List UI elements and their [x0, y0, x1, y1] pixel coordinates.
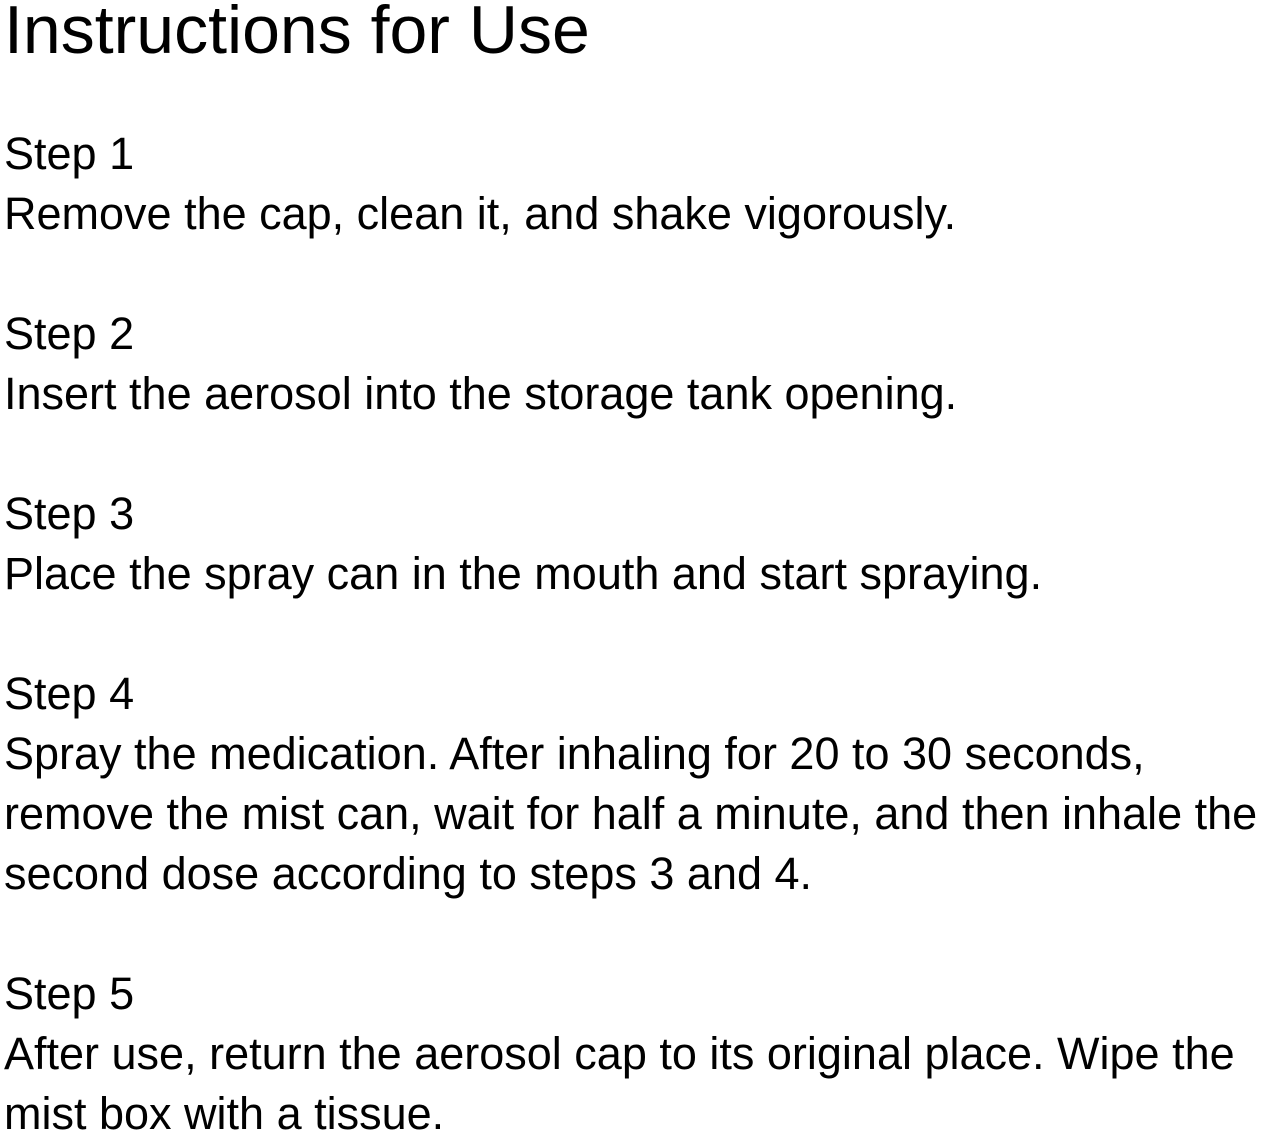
- step-text-line: Spray the medication. After inhaling for 20 to 30 seconds,: [4, 728, 1145, 779]
- step-text-line: Place the spray can in the mouth and start spraying.: [4, 548, 1043, 599]
- step-label: Step 5: [4, 968, 135, 1019]
- step-section-3: [4, 484, 1275, 604]
- step-label: Step 3: [4, 488, 135, 539]
- step-section-2: [4, 304, 1275, 424]
- step-section-4: [4, 664, 1275, 904]
- step-label: Step 2: [4, 308, 135, 359]
- step-text-line: mist box with a tissue.: [4, 1088, 445, 1139]
- step-text-line: Remove the cap, clean it, and shake vigorously.: [4, 188, 957, 239]
- step-label: Step 1: [4, 128, 135, 179]
- step-label: Step 4: [4, 668, 135, 719]
- step-text-line: Insert the aerosol into the storage tank opening.: [4, 368, 958, 419]
- step-text-line: After use, return the aerosol cap to its original place. Wipe the: [4, 1028, 1235, 1079]
- step-text-line: remove the mist can, wait for half a minute, and then inhale the: [4, 788, 1258, 839]
- page-title: Instructions for Use: [4, 0, 590, 68]
- step-section-5: [4, 964, 1275, 1144]
- step-section-1: [4, 124, 1275, 244]
- step-text-line: second dose according to steps 3 and 4.: [4, 848, 813, 899]
